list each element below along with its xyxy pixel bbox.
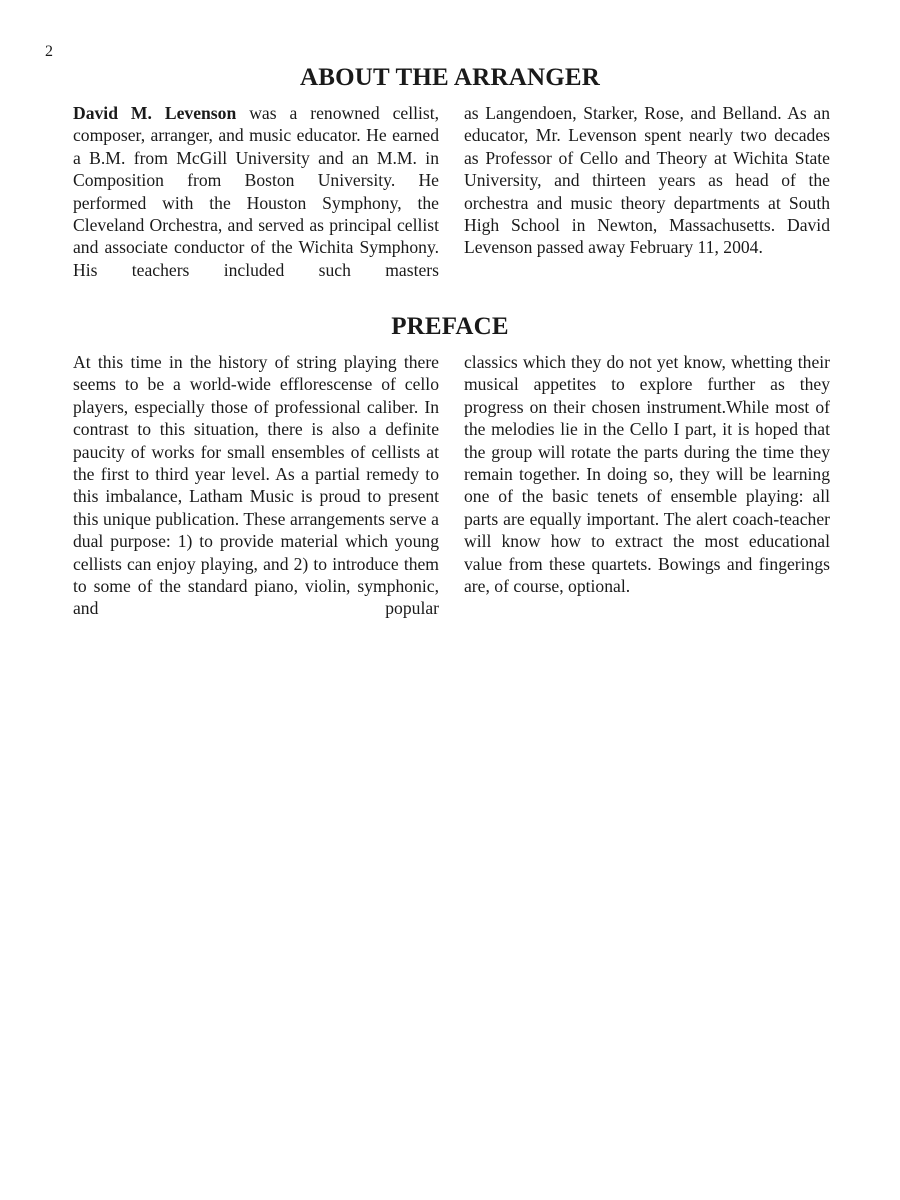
about-heading: ABOUT THE ARRANGER [300,64,600,91]
preface-left-column: At this time in the history of string playing there seems to be a world-wide efflorescense of cello players, especially those of professional caliber. In contrast to this situation, there is also a definite paucity of works for small ensembles of cellists at the first to third year level. As a partial remedy to this imbalance, Latham Music is proud to present this unique publication. These arrangements serve a dual purpose: 1) to provide material which young cellists can enjoy playing, and 2) to introduce them to some of the standard piano, violin, symphonic, and popular [73,352,439,619]
about-left-column [73,102,439,281]
page-number: 2 [45,43,53,60]
preface-right-column: classics which they do not yet know, whetting their musical appetites to explore further as they progress on their chosen instrument.While most of the melodies lie in the Cello I part, it is hoped that the group will rotate the parts during the time they remain together. In doing so, they will be learning one of the basic tenets of ensemble playing: all parts are equally important. The alert coach-teacher will know how to extract the most educational value from these quartets. Bowings and fingerings are, of course, optional. [464,352,830,597]
preface-heading: PREFACE [391,313,509,340]
about-right-column: as Langendoen, Starker, Rose, and Belland. As an educator, Mr. Levenson spent nearly two decades as Professor of Cello and Theory at Wichita State University, and thirteen years as head of the orchestra and music theory departments at South High School in Newton, Massachusetts. David Levenson passed away February 11, 2004. [464,103,830,258]
about-left-text: was a renowned cellist, composer, arranger, and music educator. He earned a B.M. from McGill University and an M.M. in Composition from Boston University. He performed with the Houston Symphony, the Cleveland Orchestra, and served as principal cellist and associate conductor of the Wichita Symphony. His teachers included such masters [73,103,439,280]
arranger-name: David M. Levenson [73,103,237,123]
